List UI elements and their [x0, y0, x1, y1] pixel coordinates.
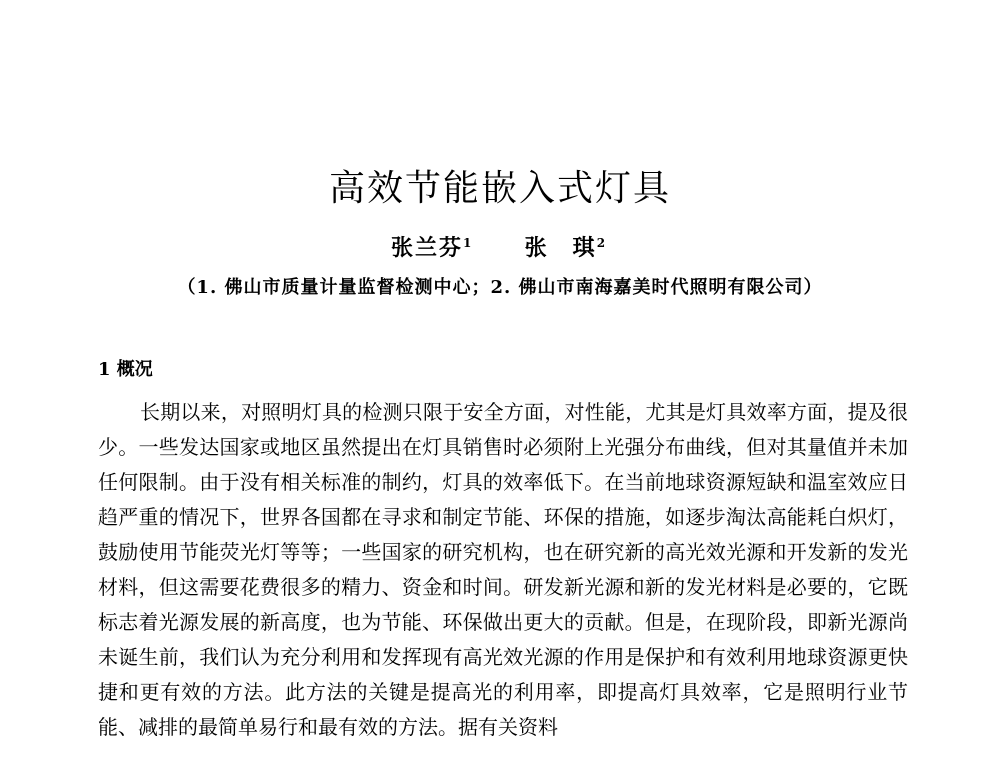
affiliation-line: （1. 佛山市质量计量监督检测中心；2. 佛山市南海嘉美时代照明有限公司）	[177, 277, 823, 298]
section-heading: 1 概况	[98, 359, 153, 380]
author-list	[0, 231, 1000, 262]
body-paragraph: 长期以来，对照明灯具的检测只限于安全方面，对性能，尤其是灯具效率方面，提及很少。一些发达国家或地区虽然提出在灯具销售时必须附上光强分布曲线，但对其量值并未加任何限制。由于没有相关标准的制约，灯具的效率低下。在当前地球资源短缺和温室效应日趋严重的情况下，世界各国都在寻求和制定节能、环保的措施，如逐步淘汰高能耗白炽灯，鼓励使用节能荧光灯等等；一些国家的研究机构，也在研究新的高光效光源和开发新的发光材料，但这需要花费很多的精力、资金和时间。研发新光源和新的发光材料是必要的，它既标志着光源发展的新高度，也为节能、环保做出更大的贡献。但是，在现阶段，即新光源尚未诞生前，我们认为充分利用和发挥现有高光效光源的作用是保护和有效利用地球资源更快捷和更有效的方法。此方法的关键是提高光的利用率，即提高灯具效率，它是照明行业节能、减排的最简单易行和最有效的方法。据有关资料	[98, 400, 908, 739]
author-name: 张兰芬	[390, 235, 463, 261]
affiliation-mark: 1	[462, 235, 474, 250]
author-name: 张 琪	[524, 235, 597, 261]
paper-title: 高效节能嵌入式灯具	[328, 168, 671, 209]
affiliation-mark: 2	[596, 235, 608, 250]
